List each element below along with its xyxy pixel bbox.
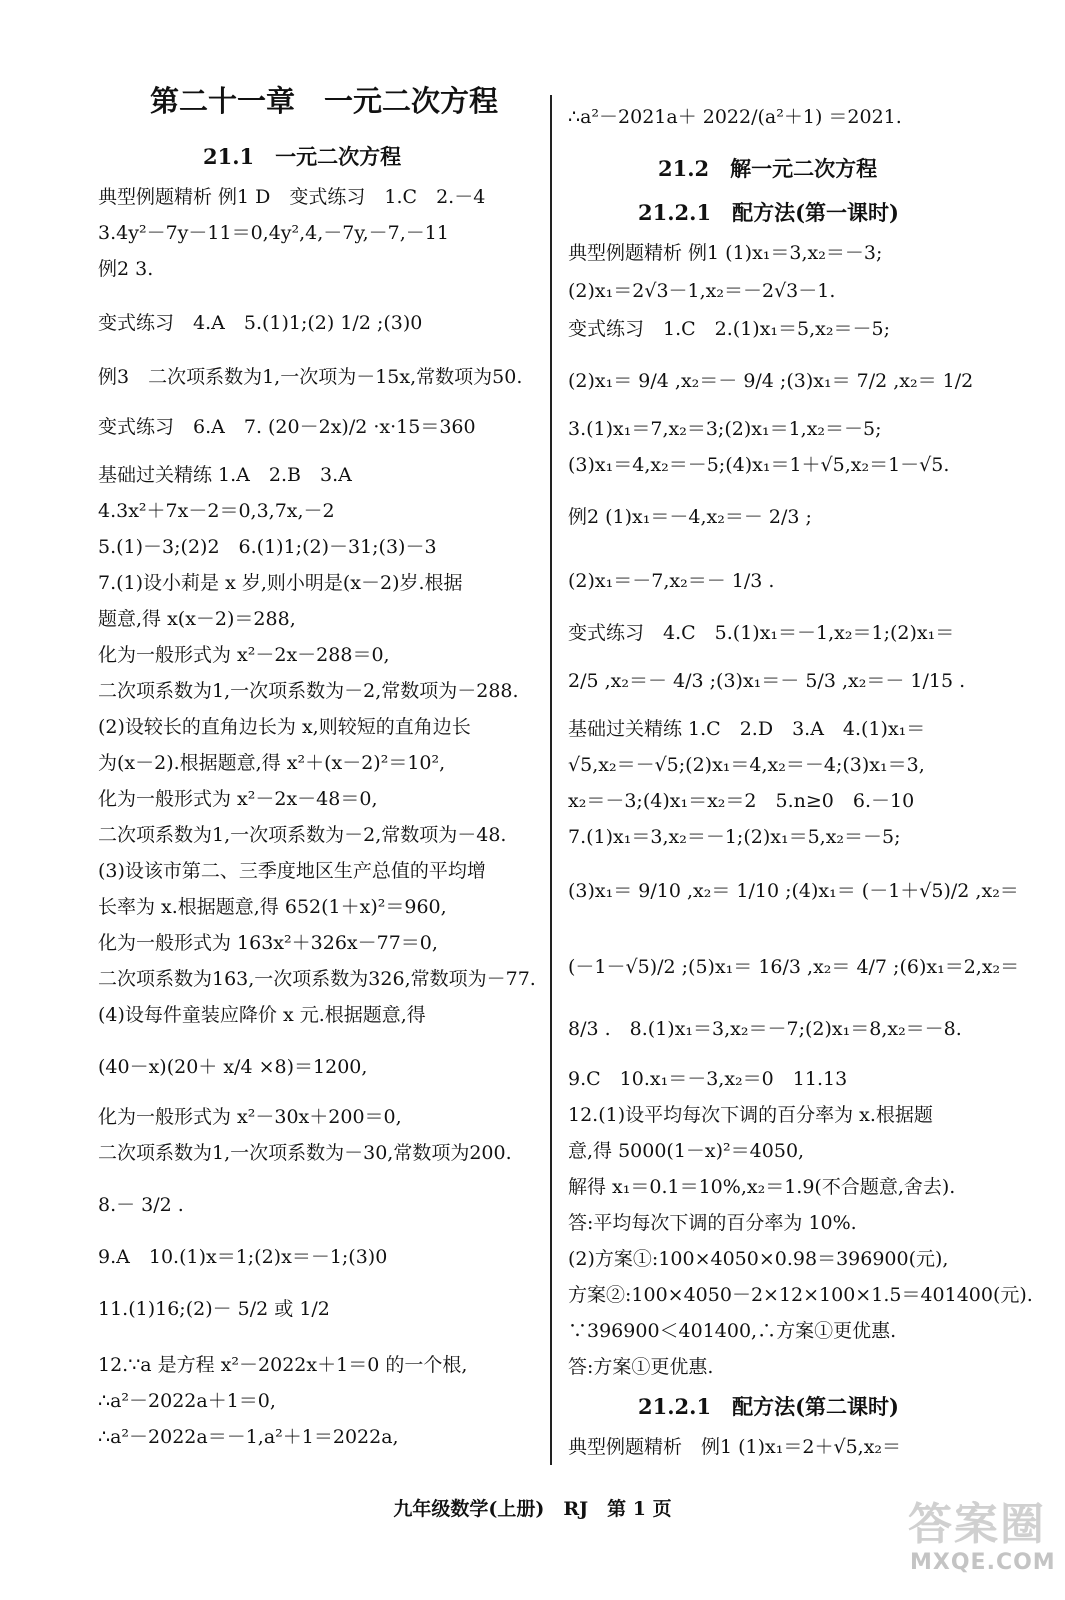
chapter-title: 第二十一章 一元二次方程 <box>150 84 499 118</box>
text-line: ∴a²－2022a＋1＝0, <box>98 1390 276 1412</box>
text-line: (－1－√5)/2 ;(5)x₁＝ 16/3 ,x₂＝ 4/7 ;(6)x₁＝2,x₂＝ <box>568 956 1020 978</box>
text-line: (4)设每件童装应降价 x 元.根据题意,得 <box>98 1004 426 1026</box>
text-line: 3.4y²－7y－11＝0,4y²,4,－7y,－7,－11 <box>98 222 449 244</box>
text-line: (40－x)(20＋ x/4 ×8)＝1200, <box>98 1056 368 1078</box>
text-line: 2/5 ,x₂＝－ 4/3 ;(3)x₁＝－ 5/3 ,x₂＝－ 1/15 . <box>568 670 966 692</box>
text-line: 基础过关精练 1.C 2.D 3.A 4.(1)x₁＝ <box>568 718 926 740</box>
text-line: (2)x₁＝ 9/4 ,x₂＝－ 9/4 ;(3)x₁＝ 7/2 ,x₂＝ 1/2 <box>568 370 974 392</box>
text-line: ∵396900＜401400,∴方案①更优惠. <box>568 1320 897 1342</box>
text-line: (3)x₁＝ 9/10 ,x₂＝ 1/10 ;(4)x₁＝ (－1＋√5)/2 ,x₂＝ <box>568 880 1019 902</box>
column-divider <box>550 95 552 1465</box>
section-heading: 21.1 一元二次方程 <box>203 144 402 169</box>
text-line: 12.∵a 是方程 x²－2022x＋1＝0 的一个根, <box>98 1354 468 1376</box>
text-line: 题意,得 x(x－2)＝288, <box>98 608 296 630</box>
watermark-url: MXQE.COM <box>910 1550 1056 1575</box>
text-line: x₂＝－3;(4)x₁＝x₂＝2 5.n≥0 6.－10 <box>568 790 915 812</box>
text-line: (2)设较长的直角边长为 x,则较短的直角边长 <box>98 716 471 738</box>
text-line: 典型例题精析 例1 (1)x₁＝2＋√5,x₂＝ <box>568 1436 902 1458</box>
text-line: 二次项系数为1,一次项系数为－2,常数项为－288. <box>98 680 519 702</box>
text-line: 例2 (1)x₁＝－4,x₂＝－ 2/3 ; <box>568 506 812 528</box>
text-line: √5,x₂＝－√5;(2)x₁＝4,x₂＝－4;(3)x₁＝3, <box>568 754 925 776</box>
text-line: 7.(1)设小莉是 x 岁,则小明是(x－2)岁.根据 <box>98 572 463 594</box>
text-line: 8.－ 3/2 . <box>98 1194 184 1216</box>
watermark-logo <box>900 1488 1056 1588</box>
text-line: 答:平均每次下调的百分率为 10%. <box>568 1212 857 1234</box>
watermark-logo-text: 答案圈 <box>908 1499 1046 1550</box>
text-line: 化为一般形式为 x²－2x－288＝0, <box>98 644 390 666</box>
text-line: 例2 3. <box>98 258 154 280</box>
text-line: 3.(1)x₁＝7,x₂＝3;(2)x₁＝1,x₂＝－5; <box>568 418 882 440</box>
text-line: 典型例题精析 例1 (1)x₁＝3,x₂＝－3; <box>568 242 883 264</box>
text-line: 9.C 10.x₁＝－3,x₂＝0 11.13 <box>568 1068 848 1090</box>
text-line: 化为一般形式为 x²－30x＋200＝0, <box>98 1106 402 1128</box>
text-line: 化为一般形式为 x²－2x－48＝0, <box>98 788 378 810</box>
text-line: ∴a²－2022a＝－1,a²＋1＝2022a, <box>98 1426 399 1448</box>
text-line: 变式练习 4.C 5.(1)x₁＝－1,x₂＝1;(2)x₁＝ <box>568 622 955 644</box>
subsection-heading: 21.2.1 配方法(第二课时) <box>638 1394 899 1419</box>
text-line: 11.(1)16;(2)－ 5/2 或 1/2 <box>98 1298 330 1320</box>
page-footer: 九年级数学(上册) RJ 第 1 页 <box>393 1498 672 1520</box>
text-line: 5.(1)－3;(2)2 6.(1)1;(2)－31;(3)－3 <box>98 536 437 558</box>
text-line: 答:方案①更优惠. <box>568 1356 714 1378</box>
text-line: 意,得 5000(1－x)²＝4050, <box>568 1140 805 1162</box>
text-line: 8/3 . 8.(1)x₁＝3,x₂＝－7;(2)x₁＝8,x₂＝－8. <box>568 1018 962 1040</box>
text-line: (3)设该市第二、三季度地区生产总值的平均增 <box>98 860 486 882</box>
text-line: 变式练习 1.C 2.(1)x₁＝5,x₂＝－5; <box>568 318 890 340</box>
text-line: ∴a²－2021a＋ 2022/(a²＋1) ＝2021. <box>568 106 902 128</box>
text-line: 变式练习 6.A 7. (20－2x)/2 ·x·15＝360 <box>98 416 476 438</box>
text-line: 9.A 10.(1)x＝1;(2)x＝－1;(3)0 <box>98 1246 388 1268</box>
text-line: 变式练习 4.A 5.(1)1;(2) 1/2 ;(3)0 <box>98 312 423 334</box>
text-line: (2)x₁＝2√3－1,x₂＝－2√3－1. <box>568 280 836 302</box>
text-line: 方案②:100×4050－2×12×100×1.5＝401400(元). <box>568 1284 1033 1306</box>
section-heading: 21.2 解一元二次方程 <box>658 156 878 181</box>
text-line: 长率为 x.根据题意,得 652(1＋x)²＝960, <box>98 896 447 918</box>
text-line: (2)x₁＝－7,x₂＝－ 1/3 . <box>568 570 775 592</box>
text-line: 例3 二次项系数为1,一次项为－15x,常数项为50. <box>98 366 523 388</box>
text-line: (3)x₁＝4,x₂＝－5;(4)x₁＝1＋√5,x₂＝1－√5. <box>568 454 950 476</box>
text-line: 基础过关精练 1.A 2.B 3.A <box>98 464 352 486</box>
text-line: (2)方案①:100×4050×0.98＝396900(元), <box>568 1248 949 1270</box>
text-line: 典型例题精析 例1 D 变式练习 1.C 2.－4 <box>98 186 486 208</box>
text-line: 为(x－2).根据题意,得 x²＋(x－2)²＝10², <box>98 752 446 774</box>
text-line: 二次项系数为1,一次项系数为－30,常数项为200. <box>98 1142 512 1164</box>
text-line: 化为一般形式为 163x²＋326x－77＝0, <box>98 932 438 954</box>
text-line: 4.3x²＋7x－2＝0,3,7x,－2 <box>98 500 335 522</box>
subsection-heading: 21.2.1 配方法(第一课时) <box>638 200 899 225</box>
text-line: 解得 x₁＝0.1＝10%,x₂＝1.9(不合题意,舍去). <box>568 1176 956 1198</box>
text-line: 二次项系数为1,一次项系数为－2,常数项为－48. <box>98 824 507 846</box>
text-line: 7.(1)x₁＝3,x₂＝－1;(2)x₁＝5,x₂＝－5; <box>568 826 901 848</box>
text-line: 12.(1)设平均每次下调的百分率为 x.根据题 <box>568 1104 933 1126</box>
text-line: 二次项系数为163,一次项系数为326,常数项为－77. <box>98 968 536 990</box>
